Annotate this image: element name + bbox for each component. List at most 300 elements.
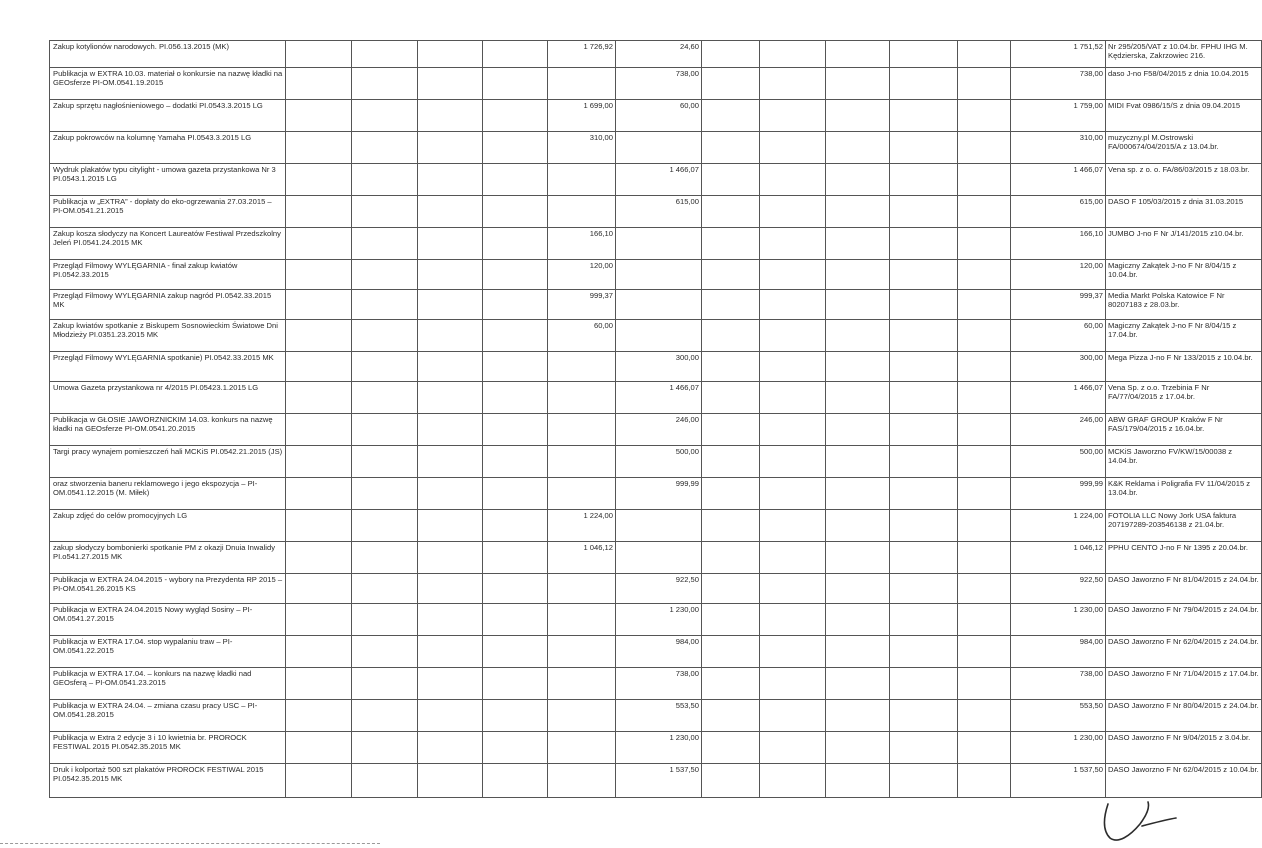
amount-cell [418, 260, 483, 290]
amount-cell [958, 352, 1011, 382]
amount-cell [483, 732, 548, 764]
amount-cell [826, 132, 890, 164]
amount-cell [890, 732, 958, 764]
amount-cell [958, 636, 1011, 668]
table-row [50, 132, 1262, 164]
invoice-note-cell: MIDI Fvat 0986/15/S z dnia 09.04.2015 [1106, 100, 1262, 132]
table-row [50, 574, 1262, 604]
invoice-note-cell: Nr 295/205/VAT z 10.04.br. FPHU IHG M. Kędzierska, Zakrzowiec 216. [1106, 41, 1262, 68]
amount-cell [483, 41, 548, 68]
amount-cell [760, 510, 826, 542]
amount-cell: 1 466,07 [616, 382, 702, 414]
amount-cell [958, 414, 1011, 446]
amount-cell [286, 290, 352, 320]
amount-cell [958, 196, 1011, 228]
amount-cell [958, 764, 1011, 798]
amount-cell [760, 352, 826, 382]
invoice-note-cell: JUMBO J-no F Nr J/141/2015 z10.04.br. [1106, 228, 1262, 260]
table-row [50, 164, 1262, 196]
amount-cell [352, 320, 418, 352]
amount-cell [826, 320, 890, 352]
amount-cell [760, 700, 826, 732]
amount-cell [483, 100, 548, 132]
amount-cell [760, 100, 826, 132]
amount-cell [483, 352, 548, 382]
amount-cell [352, 352, 418, 382]
amount-cell [702, 478, 760, 510]
amount-cell [483, 228, 548, 260]
total-amount-cell: 738,00 [1011, 68, 1106, 100]
amount-cell [890, 700, 958, 732]
table-row [50, 382, 1262, 414]
amount-cell [286, 574, 352, 604]
total-amount-cell: 999,37 [1011, 290, 1106, 320]
invoice-note-cell: FOTOLIA LLC Nowy Jork USA faktura 207197289-203546138 z 21.04.br. [1106, 510, 1262, 542]
amount-cell [286, 668, 352, 700]
table-row [50, 68, 1262, 100]
total-amount-cell: 1 046,12 [1011, 542, 1106, 574]
amount-cell [958, 510, 1011, 542]
amount-cell [890, 574, 958, 604]
amount-cell [702, 196, 760, 228]
amount-cell [286, 700, 352, 732]
total-amount-cell: 1 751,52 [1011, 41, 1106, 68]
amount-cell [958, 700, 1011, 732]
amount-cell [483, 132, 548, 164]
amount-cell [958, 382, 1011, 414]
amount-cell [418, 700, 483, 732]
invoice-note-cell: ABW GRAF GROUP Kraków F Nr FAS/179/04/2015 z 16.04.br. [1106, 414, 1262, 446]
amount-cell [702, 510, 760, 542]
amount-cell [418, 228, 483, 260]
amount-cell [616, 228, 702, 260]
amount-cell [826, 446, 890, 478]
total-amount-cell: 1 466,07 [1011, 164, 1106, 196]
amount-cell [352, 290, 418, 320]
amount-cell [760, 446, 826, 478]
amount-cell: 922,50 [616, 574, 702, 604]
amount-cell [352, 636, 418, 668]
invoice-note-cell: DASO Jaworzno F Nr 81/04/2015 z 24.04.br. [1106, 574, 1262, 604]
amount-cell [890, 668, 958, 700]
description-cell: Przegląd Filmowy WYLĘGARNIA - finał zakup kwiatów PI.0542.33.2015 [50, 260, 286, 290]
handwritten-signature [1090, 796, 1180, 846]
amount-cell [826, 196, 890, 228]
amount-cell [616, 542, 702, 574]
amount-cell [418, 604, 483, 636]
invoice-note-cell: DASO F 105/03/2015 z dnia 31.03.2015 [1106, 196, 1262, 228]
amount-cell [890, 196, 958, 228]
table-row [50, 352, 1262, 382]
amount-cell [702, 290, 760, 320]
amount-cell [760, 636, 826, 668]
amount-cell: 310,00 [548, 132, 616, 164]
total-amount-cell: 1 230,00 [1011, 604, 1106, 636]
amount-cell [548, 764, 616, 798]
description-cell: Publikacja w EXTRA 10.03. materiał o konkursie na nazwę kładki na GEOsferze PI-OM.0541.19.2015 [50, 68, 286, 100]
description-cell: Publikacja w EXTRA 24.04.2015 Nowy wygląd Sosiny – PI-OM.0541.27.2015 [50, 604, 286, 636]
amount-cell [286, 100, 352, 132]
total-amount-cell: 310,00 [1011, 132, 1106, 164]
amount-cell: 166,10 [548, 228, 616, 260]
amount-cell [286, 68, 352, 100]
amount-cell [760, 414, 826, 446]
amount-cell [352, 41, 418, 68]
amount-cell [890, 604, 958, 636]
amount-cell [483, 290, 548, 320]
amount-cell [702, 764, 760, 798]
amount-cell [483, 68, 548, 100]
description-cell: Publikacja w EXTRA 17.04. stop wypalaniu traw – PI-OM.0541.22.2015 [50, 636, 286, 668]
amount-cell [890, 352, 958, 382]
total-amount-cell: 738,00 [1011, 668, 1106, 700]
amount-cell [958, 164, 1011, 196]
table-row [50, 414, 1262, 446]
amount-cell: 120,00 [548, 260, 616, 290]
amount-cell [286, 228, 352, 260]
total-amount-cell: 553,50 [1011, 700, 1106, 732]
amount-cell: 999,99 [616, 478, 702, 510]
amount-cell [418, 636, 483, 668]
amount-cell [702, 446, 760, 478]
expense-table [49, 40, 1262, 798]
amount-cell [958, 290, 1011, 320]
table-row [50, 446, 1262, 478]
amount-cell [286, 382, 352, 414]
amount-cell [958, 68, 1011, 100]
description-cell: Publikacja w EXTRA 17.04. – konkurs na nazwę kładki nad GEOsferą – PI-OM.0541.23.2015 [50, 668, 286, 700]
amount-cell: 1 230,00 [616, 732, 702, 764]
footer-rule [0, 843, 380, 844]
amount-cell [418, 164, 483, 196]
amount-cell [702, 700, 760, 732]
description-cell: Zakup kosza słodyczy na Koncert Laureatów Festiwal Przedszkolny Jeleń PI.0541.24.2015 MK [50, 228, 286, 260]
amount-cell [890, 68, 958, 100]
description-cell: Druk i kolportaż 500 szt plakatów PROROCK FESTIWAL 2015 PI.0542.35.2015 MK [50, 764, 286, 798]
amount-cell [826, 41, 890, 68]
amount-cell: 1 046,12 [548, 542, 616, 574]
amount-cell [760, 290, 826, 320]
amount-cell [286, 542, 352, 574]
description-cell: Publikacja w GŁOSIE JAWORZNICKIM 14.03. konkurs na nazwę kładki na GEOsferze PI-OM.0541.20.2015 [50, 414, 286, 446]
amount-cell [702, 732, 760, 764]
amount-cell [548, 668, 616, 700]
amount-cell [548, 700, 616, 732]
amount-cell [890, 290, 958, 320]
amount-cell [826, 636, 890, 668]
amount-cell [702, 604, 760, 636]
amount-cell [418, 41, 483, 68]
total-amount-cell: 984,00 [1011, 636, 1106, 668]
invoice-note-cell: Vena sp. z o. o. FA/86/03/2015 z 18.03.br. [1106, 164, 1262, 196]
amount-cell [760, 764, 826, 798]
amount-cell [418, 668, 483, 700]
amount-cell [352, 100, 418, 132]
amount-cell [352, 414, 418, 446]
amount-cell [418, 446, 483, 478]
total-amount-cell: 500,00 [1011, 446, 1106, 478]
amount-cell [760, 41, 826, 68]
total-amount-cell: 922,50 [1011, 574, 1106, 604]
amount-cell [760, 542, 826, 574]
amount-cell [286, 320, 352, 352]
amount-cell [286, 196, 352, 228]
amount-cell [548, 446, 616, 478]
amount-cell [286, 636, 352, 668]
amount-cell [548, 636, 616, 668]
amount-cell [352, 700, 418, 732]
amount-cell [760, 320, 826, 352]
amount-cell [958, 320, 1011, 352]
amount-cell [958, 132, 1011, 164]
amount-cell [352, 228, 418, 260]
amount-cell [890, 510, 958, 542]
amount-cell [826, 228, 890, 260]
amount-cell [483, 574, 548, 604]
amount-cell: 24,60 [616, 41, 702, 68]
amount-cell [286, 132, 352, 164]
amount-cell [483, 764, 548, 798]
amount-cell [890, 542, 958, 574]
amount-cell [826, 604, 890, 636]
amount-cell [352, 196, 418, 228]
total-amount-cell: 1 759,00 [1011, 100, 1106, 132]
total-amount-cell: 1 466,07 [1011, 382, 1106, 414]
amount-cell [760, 732, 826, 764]
amount-cell [890, 446, 958, 478]
amount-cell [352, 732, 418, 764]
invoice-note-cell: PPHU CENTO J-no F Nr 1395 z 20.04.br. [1106, 542, 1262, 574]
amount-cell [483, 260, 548, 290]
amount-cell [286, 764, 352, 798]
amount-cell [958, 542, 1011, 574]
table-row [50, 290, 1262, 320]
table-body [50, 41, 1262, 798]
table-row [50, 510, 1262, 542]
amount-cell [286, 446, 352, 478]
table-row [50, 196, 1262, 228]
amount-cell [352, 574, 418, 604]
description-cell: Przegląd Filmowy WYLĘGARNIA zakup nagród PI.0542.33.2015 MK [50, 290, 286, 320]
table-row [50, 732, 1262, 764]
description-cell: Publikacja w EXTRA 24.04. – zmiana czasu pracy USC – PI-OM.0541.28.2015 [50, 700, 286, 732]
amount-cell [483, 668, 548, 700]
amount-cell [826, 68, 890, 100]
amount-cell [286, 510, 352, 542]
amount-cell [483, 510, 548, 542]
amount-cell [826, 382, 890, 414]
total-amount-cell: 1 537,50 [1011, 764, 1106, 798]
table-row [50, 764, 1262, 798]
amount-cell [890, 478, 958, 510]
amount-cell [958, 100, 1011, 132]
description-cell: Publikacja w Extra 2 edycje 3 i 10 kwietnia br. PROROCK FESTIWAL 2015 PI.0542.35.2015 MK [50, 732, 286, 764]
amount-cell: 738,00 [616, 668, 702, 700]
amount-cell [352, 604, 418, 636]
invoice-note-cell: MCKiS Jaworzno FV/KW/15/00038 z 14.04.br. [1106, 446, 1262, 478]
total-amount-cell: 615,00 [1011, 196, 1106, 228]
amount-cell [958, 228, 1011, 260]
amount-cell [760, 196, 826, 228]
amount-cell [616, 260, 702, 290]
amount-cell [826, 732, 890, 764]
description-cell: Publikacja w EXTRA 24.04.2015 - wybory na Prezydenta RP 2015 – PI-OM.0541.26.2015 KS [50, 574, 286, 604]
amount-cell [958, 260, 1011, 290]
amount-cell [826, 668, 890, 700]
amount-cell [826, 478, 890, 510]
amount-cell [616, 320, 702, 352]
amount-cell [890, 41, 958, 68]
amount-cell [548, 352, 616, 382]
amount-cell [483, 636, 548, 668]
amount-cell [548, 196, 616, 228]
amount-cell [760, 132, 826, 164]
total-amount-cell: 60,00 [1011, 320, 1106, 352]
invoice-note-cell: DASO Jaworzno F Nr 62/04/2015 z 10.04.br. [1106, 764, 1262, 798]
amount-cell [418, 320, 483, 352]
amount-cell: 738,00 [616, 68, 702, 100]
amount-cell [958, 478, 1011, 510]
amount-cell [760, 228, 826, 260]
amount-cell [702, 132, 760, 164]
amount-cell [418, 574, 483, 604]
total-amount-cell: 1 224,00 [1011, 510, 1106, 542]
amount-cell: 300,00 [616, 352, 702, 382]
amount-cell [286, 414, 352, 446]
table-row [50, 100, 1262, 132]
invoice-note-cell: DASO Jaworzno F Nr 71/04/2015 z 17.04.br. [1106, 668, 1262, 700]
amount-cell: 615,00 [616, 196, 702, 228]
description-cell: Wydruk plakatów typu citylight - umowa gazeta przystankowa Nr 3 PI.0543.1.2015 LG [50, 164, 286, 196]
amount-cell [616, 510, 702, 542]
amount-cell [702, 228, 760, 260]
amount-cell [483, 542, 548, 574]
amount-cell: 999,37 [548, 290, 616, 320]
amount-cell [958, 446, 1011, 478]
amount-cell [826, 764, 890, 798]
amount-cell [286, 604, 352, 636]
invoice-note-cell: Magiczny Zakątek J-no F Nr 8/04/15 z 10.04.br. [1106, 260, 1262, 290]
amount-cell [418, 290, 483, 320]
amount-cell [826, 100, 890, 132]
amount-cell [418, 132, 483, 164]
amount-cell: 1 224,00 [548, 510, 616, 542]
amount-cell [418, 100, 483, 132]
description-cell: Targi pracy wynajem pomieszczeń hali MCKiS PI.0542.21.2015 (JS) [50, 446, 286, 478]
amount-cell [958, 574, 1011, 604]
amount-cell [352, 68, 418, 100]
invoice-note-cell: DASO Jaworzno F Nr 79/04/2015 z 24.04.br. [1106, 604, 1262, 636]
amount-cell [890, 164, 958, 196]
amount-cell [702, 542, 760, 574]
description-cell: Publikacja w „EXTRA” - dopłaty do eko-ogrzewania 27.03.2015 – PI-OM.0541.21.2015 [50, 196, 286, 228]
amount-cell [616, 132, 702, 164]
amount-cell [548, 574, 616, 604]
amount-cell [418, 542, 483, 574]
table-row [50, 668, 1262, 700]
amount-cell [702, 352, 760, 382]
total-amount-cell: 246,00 [1011, 414, 1106, 446]
amount-cell [548, 478, 616, 510]
amount-cell [548, 604, 616, 636]
amount-cell [548, 382, 616, 414]
amount-cell [702, 414, 760, 446]
invoice-note-cell: muzyczny.pl M.Ostrowski FA/000674/04/2015/A z 13.04.br. [1106, 132, 1262, 164]
invoice-note-cell: Mega Pizza J-no F Nr 133/2015 z 10.04.br. [1106, 352, 1262, 382]
amount-cell: 60,00 [616, 100, 702, 132]
amount-cell [890, 636, 958, 668]
amount-cell [286, 260, 352, 290]
amount-cell [826, 290, 890, 320]
amount-cell [760, 164, 826, 196]
amount-cell [352, 764, 418, 798]
amount-cell [826, 260, 890, 290]
table-row [50, 542, 1262, 574]
table-row [50, 228, 1262, 260]
amount-cell [760, 382, 826, 414]
amount-cell [483, 414, 548, 446]
amount-cell [418, 764, 483, 798]
table-row [50, 604, 1262, 636]
description-cell: Zakup sprzętu nagłośnieniowego – dodatki PI.0543.3.2015 LG [50, 100, 286, 132]
amount-cell [418, 382, 483, 414]
amount-cell: 1 699,00 [548, 100, 616, 132]
amount-cell [352, 542, 418, 574]
amount-cell [352, 668, 418, 700]
amount-cell: 1 466,07 [616, 164, 702, 196]
description-cell: Zakup kwiatów spotkanie z Biskupem Sosnowieckim Światowe Dni Młodzieży PI.0351.23.2015 MK [50, 320, 286, 352]
amount-cell: 246,00 [616, 414, 702, 446]
amount-cell [890, 132, 958, 164]
invoice-note-cell: DASO Jaworzno F Nr 62/04/2015 z 24.04.br. [1106, 636, 1262, 668]
amount-cell [352, 510, 418, 542]
amount-cell [483, 320, 548, 352]
amount-cell [702, 164, 760, 196]
description-cell: Zakup pokrowców na kolumnę Yamaha PI.0543.3.2015 LG [50, 132, 286, 164]
amount-cell [418, 68, 483, 100]
amount-cell: 500,00 [616, 446, 702, 478]
amount-cell [418, 510, 483, 542]
amount-cell [352, 260, 418, 290]
total-amount-cell: 166,10 [1011, 228, 1106, 260]
amount-cell [616, 290, 702, 320]
description-cell: Umowa Gazeta przystankowa nr 4/2015 PI.05423.1.2015 LG [50, 382, 286, 414]
invoice-note-cell: DASO Jaworzno F Nr 80/04/2015 z 24.04.br. [1106, 700, 1262, 732]
amount-cell: 553,50 [616, 700, 702, 732]
amount-cell [418, 478, 483, 510]
description-cell: Zakup zdjęć do celów promocyjnych LG [50, 510, 286, 542]
amount-cell [826, 574, 890, 604]
amount-cell [483, 700, 548, 732]
table-row [50, 260, 1262, 290]
amount-cell [483, 478, 548, 510]
invoice-note-cell: Vena Sp. z o.o. Trzebinia F Nr FA/77/04/2015 z 17.04.br. [1106, 382, 1262, 414]
amount-cell: 1 726,92 [548, 41, 616, 68]
amount-cell [286, 41, 352, 68]
amount-cell [890, 764, 958, 798]
amount-cell [760, 68, 826, 100]
amount-cell [352, 382, 418, 414]
amount-cell [890, 320, 958, 352]
amount-cell [286, 164, 352, 196]
amount-cell [958, 41, 1011, 68]
amount-cell [958, 668, 1011, 700]
amount-cell [826, 414, 890, 446]
amount-cell [760, 604, 826, 636]
table-row [50, 320, 1262, 352]
amount-cell [890, 414, 958, 446]
amount-cell [483, 604, 548, 636]
